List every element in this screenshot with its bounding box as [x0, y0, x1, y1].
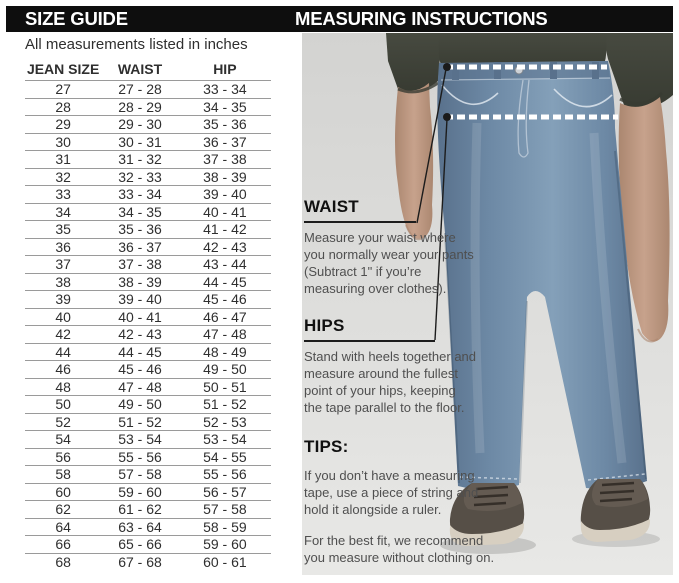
table-row: [25, 151, 271, 169]
table-cell: 40 - 41: [118, 308, 162, 325]
table-cell: 34 - 35: [203, 98, 247, 115]
table-cell: 55 - 56: [203, 466, 247, 483]
table-cell: 52 - 53: [203, 413, 247, 430]
table-cell: 45 - 46: [203, 291, 247, 308]
table-cell: 46: [55, 361, 71, 378]
table-cell: 49 - 50: [203, 361, 247, 378]
table-cell: 57 - 58: [118, 466, 162, 483]
table-cell: 35: [55, 221, 71, 238]
table-cell: 38: [55, 273, 71, 290]
measurements-note: All measurements listed in inches: [25, 36, 248, 53]
table-cell: 65 - 66: [118, 536, 162, 553]
table-row: [25, 186, 271, 204]
measuring-photo: [302, 33, 673, 575]
table-cell: 59 - 60: [203, 536, 247, 553]
waist-section: [304, 197, 484, 297]
table-cell: 48 - 49: [203, 343, 247, 360]
table-cell: 28: [55, 98, 71, 115]
table-cell: 49 - 50: [118, 396, 162, 413]
size-table-body: [25, 81, 271, 571]
table-cell: 37 - 38: [203, 151, 247, 168]
table-cell: 35 - 36: [118, 221, 162, 238]
table-cell: 41 - 42: [203, 221, 247, 238]
table-row: [25, 116, 271, 134]
table-cell: 55 - 56: [118, 448, 162, 465]
column-waist: WAIST: [117, 60, 163, 77]
table-row: [25, 431, 271, 449]
table-cell: 59 - 60: [118, 483, 162, 500]
table-row: [25, 519, 271, 537]
table-cell: 53 - 54: [118, 431, 162, 448]
table-cell: 68: [55, 554, 71, 571]
tips-section-title: TIPS:: [304, 437, 349, 456]
table-cell: 44: [55, 343, 71, 360]
waist-marker-dot: [443, 63, 451, 71]
table-cell: 27: [55, 81, 71, 98]
table-cell: 58: [55, 466, 71, 483]
table-cell: 29 - 30: [118, 116, 162, 133]
table-row: [25, 309, 271, 327]
table-cell: 47 - 48: [118, 378, 162, 395]
waist-section-body: Measure your waist where you normally wear your pants (Subtract 1" if you’re measuring over clothes).: [304, 230, 474, 296]
hips-section-body: Stand with heels together and measure around the fullest point of your hips, keeping the tape parallel to the floor.: [304, 349, 477, 415]
table-cell: 31 - 32: [118, 151, 162, 168]
table-row: [25, 326, 271, 344]
table-row: [25, 501, 271, 519]
table-row: [25, 291, 271, 309]
table-cell: 38 - 39: [203, 168, 247, 185]
column-jean-size: JEAN SIZE: [26, 60, 100, 77]
table-cell: 60: [55, 483, 71, 500]
table-cell: 39: [55, 291, 71, 308]
table-cell: 30 - 31: [118, 133, 162, 150]
table-cell: 63 - 64: [118, 518, 162, 535]
table-cell: 39 - 40: [118, 291, 162, 308]
table-row: [25, 536, 271, 554]
table-row: [25, 81, 271, 99]
size-table-header: [25, 57, 271, 81]
table-cell: 56 - 57: [203, 483, 247, 500]
table-cell: 43 - 44: [203, 256, 247, 273]
table-row: [25, 274, 271, 292]
table-cell: 37: [55, 256, 71, 273]
table-cell: 51 - 52: [118, 413, 162, 430]
table-cell: 50 - 51: [203, 378, 247, 395]
table-cell: 57 - 58: [203, 501, 247, 518]
table-row: [25, 344, 271, 362]
table-cell: 28 - 29: [118, 98, 162, 115]
table-cell: 53 - 54: [203, 431, 247, 448]
table-row: [25, 99, 271, 117]
table-cell: 62: [55, 501, 71, 518]
table-cell: 48: [55, 378, 71, 395]
measuring-instructions-title: MEASURING INSTRUCTIONS: [295, 8, 548, 29]
table-cell: 30: [55, 133, 71, 150]
column-hip: HIP: [213, 60, 237, 77]
table-cell: 32: [55, 168, 71, 185]
table-cell: 34 - 35: [118, 203, 162, 220]
table-row: [25, 134, 271, 152]
tips-paragraph-1: If you don’t have a measuring tape, use a piece of string and hold it alongside a ruler.: [304, 468, 479, 517]
table-cell: 40 - 41: [203, 203, 247, 220]
table-cell: 54: [55, 431, 71, 448]
table-cell: 33: [55, 186, 71, 203]
size-table: [25, 57, 271, 571]
table-row: [25, 204, 271, 222]
header-bar: [6, 6, 673, 32]
table-row: [25, 221, 271, 239]
table-row: [25, 361, 271, 379]
table-cell: 66: [55, 536, 71, 553]
table-row: [25, 239, 271, 257]
table-cell: 37 - 38: [118, 256, 162, 273]
table-cell: 51 - 52: [203, 396, 247, 413]
table-cell: 60 - 61: [203, 554, 247, 571]
table-cell: 58 - 59: [203, 518, 247, 535]
table-row: [25, 414, 271, 432]
table-row: [25, 256, 271, 274]
table-row: [25, 379, 271, 397]
table-cell: 67 - 68: [118, 554, 162, 571]
table-row: [25, 169, 271, 187]
table-cell: 61 - 62: [118, 501, 162, 518]
table-row: [25, 484, 271, 502]
table-cell: 29: [55, 116, 71, 133]
table-cell: 52: [55, 413, 71, 430]
table-cell: 64: [55, 518, 71, 535]
table-cell: 38 - 39: [118, 273, 162, 290]
table-cell: 27 - 28: [118, 81, 162, 98]
table-cell: 36 - 37: [118, 238, 162, 255]
waist-section-title: WAIST: [304, 197, 416, 223]
table-row: [25, 449, 271, 467]
tips-paragraph-2: For the best fit, we recommend you measure without clothing on.: [304, 533, 495, 565]
table-cell: 39 - 40: [203, 186, 247, 203]
table-cell: 33 - 34: [203, 81, 247, 98]
table-cell: 31: [55, 151, 71, 168]
table-cell: 56: [55, 448, 71, 465]
hips-section: [304, 316, 484, 416]
tips-section: [304, 437, 495, 566]
table-cell: 45 - 46: [118, 361, 162, 378]
table-cell: 35 - 36: [203, 116, 247, 133]
table-cell: 44 - 45: [203, 273, 247, 290]
table-cell: 42: [55, 326, 71, 343]
table-cell: 36: [55, 238, 71, 255]
table-cell: 36 - 37: [203, 133, 247, 150]
table-cell: 47 - 48: [203, 326, 247, 343]
table-cell: 50: [55, 396, 71, 413]
table-cell: 32 - 33: [118, 168, 162, 185]
table-cell: 42 - 43: [203, 238, 247, 255]
table-cell: 34: [55, 203, 71, 220]
table-cell: 33 - 34: [118, 186, 162, 203]
table-cell: 54 - 55: [203, 448, 247, 465]
table-cell: 44 - 45: [118, 343, 162, 360]
table-row: [25, 466, 271, 484]
table-row: [25, 554, 271, 572]
table-row: [25, 396, 271, 414]
hips-section-title: HIPS: [304, 316, 435, 342]
table-cell: 40: [55, 308, 71, 325]
size-guide-title: SIZE GUIDE: [25, 8, 128, 29]
table-cell: 42 - 43: [118, 326, 162, 343]
table-cell: 46 - 47: [203, 308, 247, 325]
